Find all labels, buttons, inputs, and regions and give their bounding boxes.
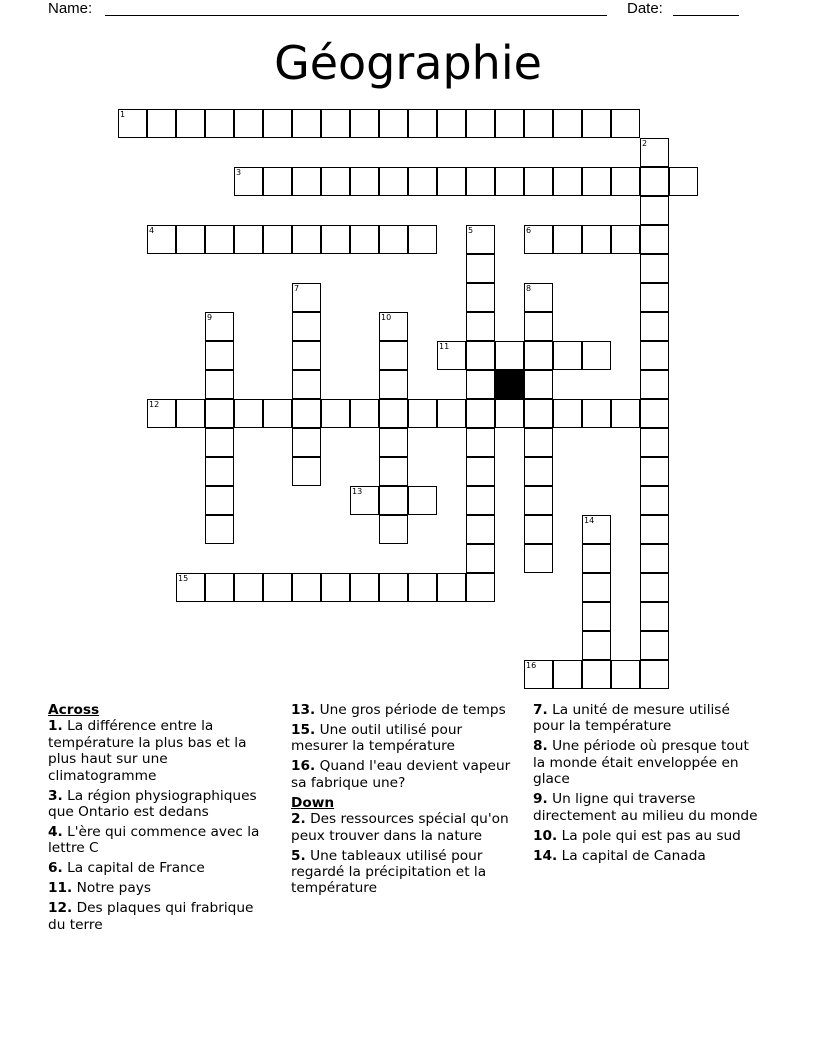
grid-cell[interactable] [553,399,582,428]
grid-cell[interactable] [611,167,640,196]
clue-num: 5. [291,847,306,864]
grid-cell[interactable] [379,515,408,544]
grid-cell[interactable] [582,515,611,544]
clue-number: 14 [584,516,595,525]
grid-cell[interactable] [640,457,669,486]
grid-cell[interactable] [292,457,321,486]
grid-cell[interactable] [437,109,466,138]
clue-item [533,702,765,735]
grid-cell[interactable] [524,370,553,399]
grid-cell[interactable] [466,515,495,544]
grid-cell[interactable] [205,573,234,602]
grid-cell[interactable] [292,109,321,138]
grid-cell[interactable] [582,544,611,573]
grid-cell[interactable] [408,399,437,428]
grid-cell[interactable] [582,399,611,428]
grid-cell[interactable] [640,225,669,254]
grid-cell[interactable] [524,225,553,254]
clue-item [48,718,274,784]
grid-cell[interactable] [466,283,495,312]
clue-num: 14. [533,847,558,864]
grid-cell[interactable] [234,573,263,602]
grid-cell[interactable] [611,399,640,428]
grid-cell[interactable] [379,225,408,254]
clue-number: 12 [149,400,160,409]
grid-cell[interactable] [437,399,466,428]
grid-cell[interactable] [466,573,495,602]
grid-cell[interactable] [640,138,669,167]
grid-cell[interactable] [495,109,524,138]
clue-text: La capital de France [62,860,205,877]
date-label: Date: [627,0,663,17]
grid-cell[interactable] [495,341,524,370]
clue-num: 15. [291,722,316,738]
clue-num: 10. [533,827,558,844]
grid-cell[interactable] [466,341,495,370]
grid-cell[interactable] [379,399,408,428]
grid-cell[interactable] [147,109,176,138]
grid-cell[interactable] [321,109,350,138]
grid-cell[interactable] [147,399,176,428]
clue-text: L'ère qui commence avec la lettre C [48,824,260,857]
grid-cell[interactable] [640,196,669,225]
clue-text: Des plaques qui frabrique du terre [48,900,254,933]
clue-item [533,791,765,824]
clue-number: 1 [120,110,126,119]
grid-cell[interactable] [524,399,553,428]
grid-cell[interactable] [437,573,466,602]
grid-cell[interactable] [524,109,553,138]
grid-cell[interactable] [524,341,553,370]
grid-cell[interactable] [640,312,669,341]
clue-item [533,828,765,844]
clue-number: 4 [149,226,155,235]
grid-cell[interactable] [553,660,582,689]
clue-num: 7. [533,702,548,718]
grid-cell[interactable] [495,167,524,196]
page-title: Géographie [274,36,542,90]
clue-item [291,811,519,844]
grid-cell[interactable] [205,486,234,515]
grid-cell[interactable] [379,312,408,341]
clue-item [291,702,519,718]
clue-number: 16 [526,661,537,670]
grid-cell[interactable] [234,109,263,138]
grid-cell[interactable] [205,225,234,254]
grid-cell[interactable] [466,254,495,283]
clue-num: 3. [48,787,63,804]
grid-cell[interactable] [350,109,379,138]
clue-text: Une tableaux utilisé pour regardé la précipitation et la température [291,847,487,897]
clue-num: 12. [48,900,73,917]
grid-cell[interactable] [553,341,582,370]
grid-cell[interactable] [524,283,553,312]
grid-cell[interactable] [379,573,408,602]
grid-cell[interactable] [466,457,495,486]
clue-number: 13 [352,487,363,496]
grid-cell[interactable] [611,660,640,689]
clue-text: Une outil utilisé pour mesurer la température [291,722,463,755]
grid-cell[interactable] [263,167,292,196]
grid-cell[interactable] [147,225,176,254]
clue-text: La unité de mesure utilisé pour la température [533,702,730,735]
grid-cell[interactable] [350,573,379,602]
clue-num: 1. [48,718,63,735]
grid-cell[interactable] [408,573,437,602]
grid-cell[interactable] [408,167,437,196]
grid-cell[interactable] [640,573,669,602]
grid-cell[interactable] [524,428,553,457]
grid-cell[interactable] [205,109,234,138]
grid-cell[interactable] [321,573,350,602]
clue-item [291,848,519,897]
grid-cell[interactable] [292,428,321,457]
clue-text: La pole qui est pas au sud [557,827,741,844]
grid-cell[interactable] [524,167,553,196]
clue-num: 8. [533,738,548,755]
clue-text: La région physiographiques que Ontario est dedans [48,787,257,821]
grid-cell[interactable] [350,167,379,196]
grid-cell[interactable] [524,660,553,689]
grid-cell[interactable] [582,341,611,370]
grid-cell[interactable] [524,312,553,341]
grid-cell[interactable] [466,109,495,138]
clue-num: 13. [291,702,316,718]
grid-cell[interactable] [524,457,553,486]
clue-item [291,758,519,791]
grid-cell[interactable] [350,399,379,428]
clue-text: La capital de Canada [557,847,706,864]
grid-cell[interactable] [321,225,350,254]
grid-cell[interactable] [466,428,495,457]
clue-item [48,880,274,896]
clue-num: 6. [48,860,63,877]
grid-cell[interactable] [263,573,292,602]
clue-text: Notre pays [72,880,151,897]
grid-cell[interactable] [495,399,524,428]
clue-text: Une gros période de temps [315,702,506,718]
grid-cell[interactable] [408,225,437,254]
grid-cell[interactable] [263,225,292,254]
clue-num: 11. [48,880,73,897]
grid-cell[interactable] [437,341,466,370]
grid-cell[interactable] [640,486,669,515]
grid-cell[interactable] [582,225,611,254]
grid-cell[interactable] [640,370,669,399]
clue-item [48,824,274,857]
grid-cell[interactable] [176,109,205,138]
clue-number: 8 [526,284,532,293]
grid-cell[interactable] [205,341,234,370]
grid-cell[interactable] [640,631,669,660]
grid-cell[interactable] [582,631,611,660]
grid-cell[interactable] [640,399,669,428]
grid-cell[interactable] [205,370,234,399]
clue-number: 7 [294,284,300,293]
down-heading: Down [291,794,335,811]
black-cell [495,370,524,399]
grid-cell[interactable] [582,602,611,631]
grid-cell[interactable] [234,225,263,254]
grid-cell[interactable] [466,370,495,399]
clue-number: 3 [236,168,242,177]
clues-column-3 [533,702,765,868]
grid-cell[interactable] [640,341,669,370]
grid-cell[interactable] [292,370,321,399]
down-clue-list [291,811,519,897]
grid-cell[interactable] [292,283,321,312]
clue-item [48,900,274,933]
grid-cell[interactable] [640,283,669,312]
grid-cell[interactable] [466,225,495,254]
grid-cell[interactable] [263,399,292,428]
grid-cell[interactable] [553,225,582,254]
clue-item [533,848,765,864]
grid-cell[interactable] [466,544,495,573]
grid-cell[interactable] [379,370,408,399]
grid-cell[interactable] [437,167,466,196]
grid-cell[interactable] [292,167,321,196]
grid-cell[interactable] [466,312,495,341]
grid-cell[interactable] [205,399,234,428]
grid-cell[interactable] [292,573,321,602]
grid-cell[interactable] [379,341,408,370]
clue-text: Une période où presque tout la monde était enveloppée en glace [533,738,749,788]
clue-text: La différence entre la température la plus bas et la plus haut sur une climatogramme [48,718,247,784]
grid-cell[interactable] [466,167,495,196]
grid-cell[interactable] [524,486,553,515]
clue-item [291,722,519,755]
grid-cell[interactable] [408,109,437,138]
grid-cell[interactable] [234,167,263,196]
grid-cell[interactable] [379,428,408,457]
grid-cell[interactable] [611,109,640,138]
clue-num: 16. [291,758,316,775]
grid-cell[interactable] [553,109,582,138]
grid-cell[interactable] [582,660,611,689]
clue-number: 11 [439,342,450,351]
clues-column-2 [291,702,519,900]
grid-cell[interactable] [640,660,669,689]
grid-cell[interactable] [292,312,321,341]
grid-cell[interactable] [321,399,350,428]
grid-cell[interactable] [379,486,408,515]
grid-cell[interactable] [640,544,669,573]
grid-cell[interactable] [669,167,698,196]
clue-number: 10 [381,313,392,322]
grid-cell[interactable] [640,254,669,283]
down-clue-list-continued [533,702,765,864]
grid-cell[interactable] [582,109,611,138]
grid-cell[interactable] [118,109,147,138]
grid-cell[interactable] [321,167,350,196]
clue-text: Quand l'eau devient vapeur sa fabrique une? [291,758,511,791]
grid-cell[interactable] [205,515,234,544]
clue-text: Un ligne qui traverse directement au milieu du monde [533,791,758,824]
clue-number: 6 [526,226,532,235]
grid-cell[interactable] [205,457,234,486]
clue-num: 2. [291,811,306,828]
clue-num: 9. [533,791,548,808]
grid-cell[interactable] [205,428,234,457]
clues-column-1 [48,702,274,937]
across-clue-list-continued [291,702,519,791]
grid-cell[interactable] [176,399,205,428]
clue-item [533,738,765,787]
grid-cell[interactable] [466,486,495,515]
clue-item [48,860,274,876]
clue-item [48,788,274,821]
grid-cell[interactable] [176,573,205,602]
grid-cell[interactable] [176,225,205,254]
grid-cell[interactable] [292,341,321,370]
grid-cell[interactable] [350,486,379,515]
clue-num: 4. [48,824,63,841]
name-label: Name: [48,0,93,17]
grid-cell[interactable] [466,399,495,428]
across-clue-list [48,718,274,933]
grid-cell[interactable] [611,225,640,254]
grid-cell[interactable] [263,109,292,138]
grid-cell[interactable] [553,167,582,196]
clue-number: 9 [207,313,213,322]
grid-cell[interactable] [292,399,321,428]
grid-cell[interactable] [379,109,408,138]
grid-cell[interactable] [640,515,669,544]
grid-cell[interactable] [582,167,611,196]
grid-cell[interactable] [379,457,408,486]
grid-cell[interactable] [524,544,553,573]
clue-number: 2 [642,139,648,148]
grid-cell[interactable] [524,515,553,544]
grid-cell[interactable] [350,225,379,254]
grid-cell[interactable] [292,225,321,254]
across-heading: Across [48,702,100,718]
grid-cell[interactable] [379,167,408,196]
grid-cell[interactable] [205,312,234,341]
grid-cell[interactable] [640,167,669,196]
clue-text: Des ressources spécial qu'on peux trouver dans la nature [291,811,509,844]
clue-number: 15 [178,574,189,583]
grid-cell[interactable] [408,486,437,515]
grid-cell[interactable] [234,399,263,428]
grid-cell[interactable] [640,428,669,457]
grid-cell[interactable] [582,573,611,602]
clue-number: 5 [468,226,474,235]
grid-cell[interactable] [640,602,669,631]
